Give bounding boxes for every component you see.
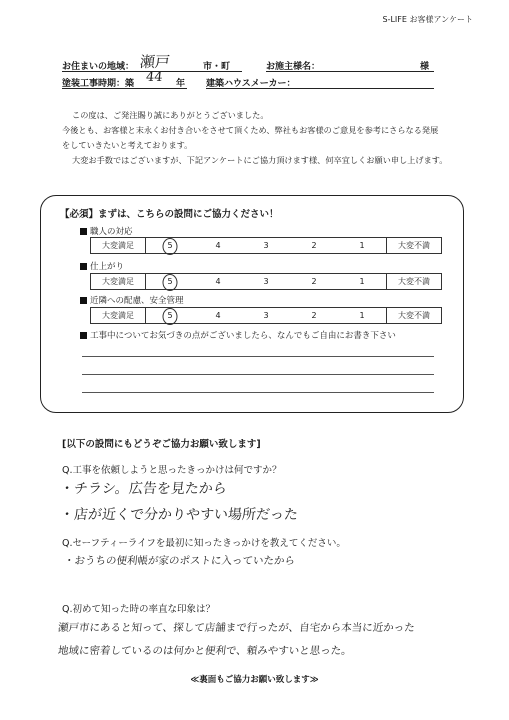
- comment-line[interactable]: [82, 392, 434, 393]
- answer-2-line-1: ・おうちの便利帳が家のポストに入っていたから: [63, 555, 296, 567]
- area-label: お住まいの地域：: [62, 62, 135, 72]
- comment-label: 工事中についてお気づきの点がございましたら、なんでもご自由にお書き下さい: [80, 329, 396, 341]
- rating-row-safety: [90, 307, 442, 324]
- question-3: Q.初めて知った時の率直な印象は？: [62, 604, 215, 615]
- client-label: お施主様名：: [266, 62, 321, 72]
- intro-line-3: をしていきたいと考えております。: [62, 140, 193, 150]
- rating-option[interactable]: 5: [146, 238, 194, 253]
- scale-right-label: 大変不満: [386, 238, 441, 253]
- period-suffix: 年: [176, 79, 186, 89]
- survey-title: S-LIFE お客様アンケート: [382, 15, 473, 24]
- comment-line[interactable]: [82, 356, 434, 357]
- scale-left-label: 大変満足: [91, 238, 146, 253]
- rating-option[interactable]: 4: [215, 277, 221, 286]
- answer-1-line-2: ・店が近くで分かりやすい場所だった: [59, 507, 299, 523]
- optional-title: [以下の設問にもどうぞご協力お願い致します]: [62, 439, 261, 450]
- maker-underline: [206, 88, 434, 89]
- answer-1-line-1: ・チラシ。広告を見たから: [59, 481, 228, 497]
- period-underline: [62, 88, 187, 89]
- rating-option[interactable]: 1: [359, 277, 365, 286]
- client-suffix: 様: [420, 62, 430, 72]
- selected-circle-icon: [163, 308, 178, 325]
- item-staff-label: 職人の対応: [80, 225, 133, 237]
- selected-circle-icon: [163, 238, 178, 255]
- comment-line[interactable]: [82, 374, 434, 375]
- selected-circle-icon: [163, 274, 178, 291]
- client-underline: [266, 71, 434, 72]
- rating-option[interactable]: 4: [215, 241, 221, 250]
- rating-option[interactable]: 2: [311, 311, 317, 320]
- scale-right-label: 大変不満: [386, 274, 441, 289]
- rating-option[interactable]: 3: [263, 241, 269, 250]
- question-1: Q.工事を依頼しようと思ったきっかけは何ですか？: [62, 465, 282, 476]
- rating-option[interactable]: 5: [146, 308, 194, 323]
- square-bullet-icon: [80, 332, 87, 339]
- answer-3-line-2: 地域に密着しているのは何かと便利で、頼みやすいと思った。: [57, 645, 353, 657]
- rating-option[interactable]: 3: [263, 311, 269, 320]
- rating-option[interactable]: 4: [215, 311, 221, 320]
- period-value: 44: [145, 70, 164, 85]
- city-suffix: 市・町: [203, 62, 231, 72]
- square-bullet-icon: [80, 297, 87, 304]
- rating-row-finish: [90, 273, 442, 290]
- scale-right-label: 大変不満: [386, 308, 441, 323]
- rating-option[interactable]: 1: [359, 241, 365, 250]
- scale-left-label: 大変満足: [91, 308, 146, 323]
- intro-line-4: 大変お手数ではございますが、下記アンケートにご協力頂けます様、何卒宜しくお願い申し上げます。: [72, 155, 448, 165]
- question-2: Q.セーフティーライフを最初に知ったきっかけを教えてください。: [62, 538, 346, 549]
- rating-option[interactable]: 3: [263, 277, 269, 286]
- rating-option[interactable]: 2: [311, 241, 317, 250]
- square-bullet-icon: [80, 263, 87, 270]
- intro-line-2: 今後とも、お客様と末永くお付き合いをさせて頂くため、弊社もお客様のご意見を参考にさらなる発展: [62, 125, 439, 135]
- period-label: 塗装工事時期：築: [62, 79, 135, 89]
- area-value: 瀬戸: [139, 53, 171, 71]
- rating-option[interactable]: 1: [359, 311, 365, 320]
- intro-line-1: この度は、ご発注賜り誠にありがとうございました。: [72, 110, 269, 120]
- rating-option[interactable]: 5: [146, 274, 194, 289]
- scale-left-label: 大変満足: [91, 274, 146, 289]
- footer-note: ≪裏面もご協力お願い致します≫: [190, 675, 319, 685]
- required-title: 【必須】まずは、こちらの設問にご協力ください！: [60, 209, 279, 220]
- item-finish-label: 仕上がり: [80, 260, 124, 272]
- rating-option[interactable]: 2: [311, 277, 317, 286]
- answer-3-line-1: 瀬戸市にあると知って、探して店舗まで行ったが、自宅から本当に近かった: [57, 622, 416, 634]
- square-bullet-icon: [80, 228, 87, 235]
- maker-label: 建築ハウスメーカー：: [206, 79, 296, 89]
- item-safety-label: 近隣への配慮、安全管理: [80, 294, 184, 306]
- rating-row-staff: [90, 237, 442, 254]
